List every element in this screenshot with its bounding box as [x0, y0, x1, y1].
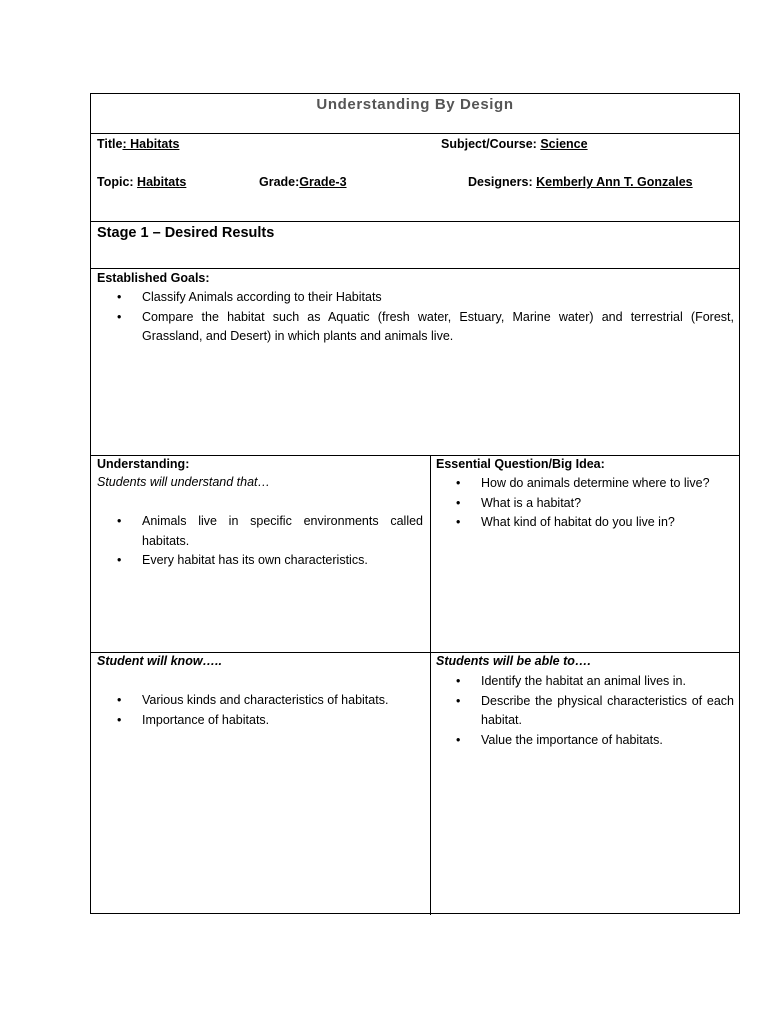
list-item: • Compare the habitat such as Aquatic (fresh water, Estuary, Marine water) and terrestrial (Forest, Grassland, and Desert) in which plants and animals live.	[97, 308, 734, 347]
designers-label: Designers:	[468, 175, 537, 189]
list-item: • Various kinds and characteristics of habitats.	[97, 691, 423, 711]
grade-value: Grade-3	[299, 175, 347, 189]
stage1-heading: Stage 1 – Desired Results	[97, 225, 275, 241]
topic-label: Topic:	[97, 175, 138, 189]
divider	[91, 652, 739, 653]
list-item: • Value the importance of habitats.	[436, 731, 734, 751]
title-value: : Habitats	[122, 137, 180, 151]
title-field	[97, 137, 179, 151]
able-heading: Students will be able to….	[436, 654, 591, 668]
column-divider	[430, 455, 431, 915]
goals-list	[97, 288, 734, 347]
list-item: • Classify Animals according to their Habitats	[97, 288, 734, 308]
divider	[91, 268, 739, 269]
list-item: • Identify the habitat an animal lives in.	[436, 672, 734, 692]
know-list	[97, 691, 423, 730]
list-item: • Describe the physical characteristics of each habitat.	[436, 692, 734, 731]
essential-list	[436, 474, 734, 533]
divider	[91, 221, 739, 222]
subject-label: Subject/Course:	[441, 137, 541, 151]
subject-field	[441, 137, 588, 151]
title-label: Title	[97, 137, 123, 151]
grade-label: Grade:	[259, 175, 300, 189]
topic-field	[97, 175, 186, 189]
subject-value: Science	[540, 137, 588, 151]
list-item: • Animals live in specific environments called habitats.	[97, 512, 423, 551]
ubd-template-table	[90, 93, 740, 914]
understanding-heading: Understanding:	[97, 457, 190, 471]
divider	[91, 455, 739, 456]
list-item: • Importance of habitats.	[97, 711, 423, 731]
goals-heading: Established Goals:	[97, 271, 210, 285]
know-heading: Student will know…..	[97, 654, 222, 668]
list-item: • What kind of habitat do you live in?	[436, 513, 734, 533]
document-title: Understanding By Design	[316, 96, 514, 113]
designers-field	[468, 175, 693, 189]
list-item: • How do animals determine where to live?	[436, 474, 734, 494]
topic-value: Habitats	[137, 175, 187, 189]
list-item: • What is a habitat?	[436, 494, 734, 514]
understanding-subheading: Students will understand that…	[97, 475, 271, 489]
understanding-list	[97, 512, 423, 571]
list-item: • Every habitat has its own characteristics.	[97, 551, 423, 571]
designers-value: Kemberly Ann T. Gonzales	[536, 175, 693, 189]
grade-field	[259, 175, 347, 189]
divider	[91, 133, 739, 134]
essential-heading: Essential Question/Big Idea:	[436, 457, 605, 471]
able-list	[436, 672, 734, 750]
